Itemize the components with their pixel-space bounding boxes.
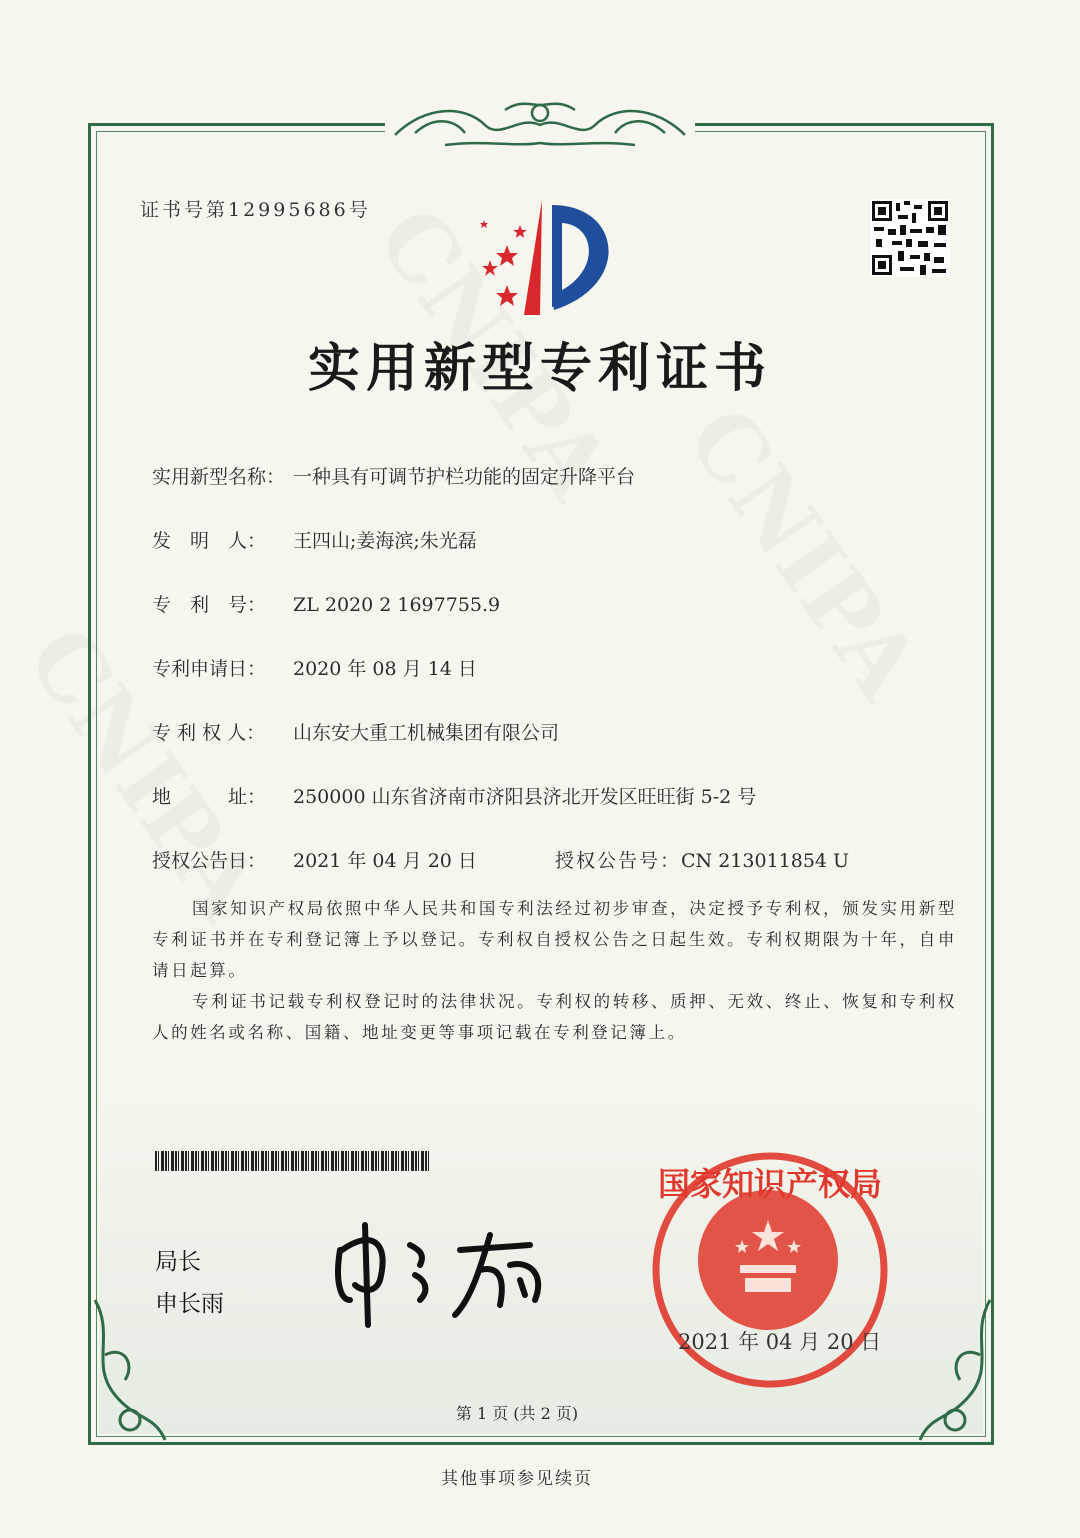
field-value: 一种具有可调节护栏功能的固定升降平台 bbox=[293, 466, 636, 488]
seal-date: 2021 年 04 月 20 日 bbox=[678, 1330, 882, 1354]
field-name bbox=[152, 462, 635, 489]
field-address bbox=[152, 782, 756, 809]
corner-ornament-icon bbox=[910, 1295, 1000, 1450]
field-label: 地 址： bbox=[152, 786, 267, 808]
certificate-number: 证书号第12995686号 bbox=[140, 199, 371, 221]
certificate-statement bbox=[152, 893, 957, 1048]
field-label: 授权公告号： bbox=[555, 850, 682, 872]
field-label: 专利申请日： bbox=[152, 658, 267, 680]
field-value: 2021 年 04 月 20 日 bbox=[293, 850, 477, 872]
footer-note: 其他事项参见续页 bbox=[441, 1469, 593, 1489]
field-inventors bbox=[152, 526, 477, 553]
field-value: 山东安大重工机械集团有限公司 bbox=[293, 722, 560, 744]
field-patent-number bbox=[152, 590, 500, 617]
page-indicator: 第 1 页 (共 2 页) bbox=[455, 1404, 579, 1423]
field-value: CN 213011854 U bbox=[681, 850, 850, 872]
field-application-date bbox=[152, 654, 477, 681]
seal-text: 国家知识产权局 bbox=[657, 1165, 883, 1203]
field-grant-date bbox=[152, 846, 477, 873]
barcode bbox=[155, 1151, 430, 1171]
corner-ornament-icon bbox=[85, 1295, 175, 1450]
field-label: 发 明 人： bbox=[152, 530, 267, 552]
cnipa-logo-icon bbox=[462, 195, 627, 320]
statement-paragraph: 专利证书记载专利权登记时的法律状况。专利权的转移、质押、无效、终止、恢复和专利权人的姓名或名称、国籍、地址变更等事项记载在专利登记簿上。 bbox=[152, 992, 957, 1042]
field-value: 250000 山东省济南市济阳县济北开发区旺旺街 5-2 号 bbox=[293, 786, 757, 808]
certificate-title: 实用新型专利证书 bbox=[307, 338, 772, 399]
director-title: 局长 bbox=[155, 1249, 201, 1275]
field-value: ZL 2020 2 1697755.9 bbox=[293, 594, 501, 616]
qr-code[interactable] bbox=[870, 199, 950, 277]
field-label: 授权公告日： bbox=[152, 850, 267, 872]
field-value: 王四山;姜海滨;朱光磊 bbox=[293, 530, 477, 552]
director-name: 申长雨 bbox=[155, 1291, 224, 1317]
field-value: 2020 年 08 月 14 日 bbox=[293, 658, 477, 680]
field-label: 专 利 权 人： bbox=[152, 722, 266, 744]
ornament-icon bbox=[385, 95, 695, 155]
field-label: 专 利 号： bbox=[152, 594, 267, 616]
field-label: 实用新型名称： bbox=[152, 466, 286, 488]
statement-paragraph: 国家知识产权局依照中华人民共和国专利法经过初步审查，决定授予专利权，颁发实用新型专利证书并在专利登记簿上予以登记。专利权自授权公告之日起生效。专利权期限为十年，自申请日起算。 bbox=[152, 899, 957, 980]
field-patentee bbox=[152, 718, 559, 745]
signature-icon bbox=[330, 1220, 560, 1330]
field-announcement-number bbox=[555, 846, 849, 873]
